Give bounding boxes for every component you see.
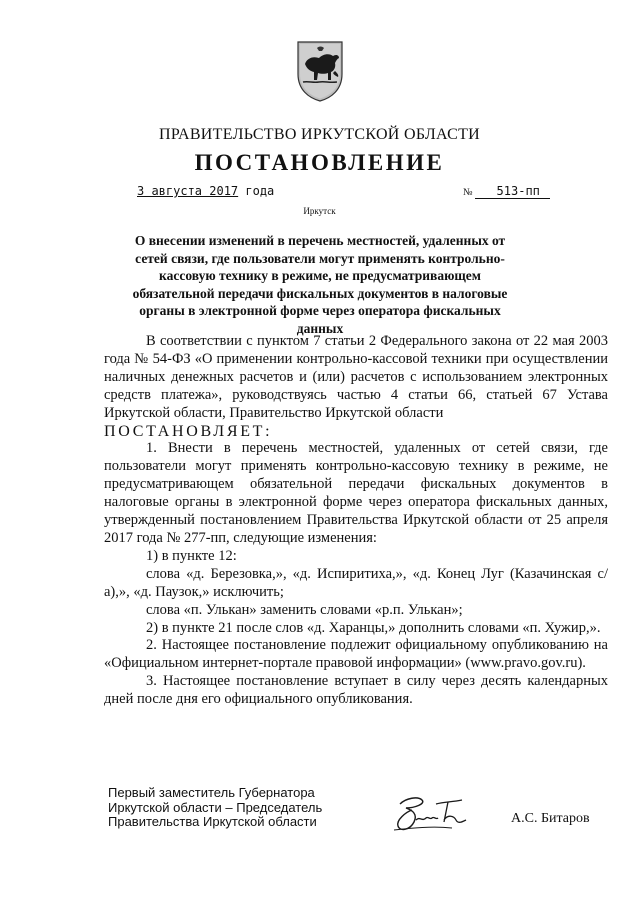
government-name: ПРАВИТЕЛЬСТВО ИРКУТСКОЙ ОБЛАСТИ	[158, 126, 481, 143]
signatory-position-line-3: Правительства Иркутской области	[108, 814, 317, 829]
handwritten-signature	[392, 790, 482, 838]
number-sign: №	[463, 187, 473, 198]
item-1-1-paragraph: 1) в пункте 12:	[146, 547, 237, 564]
item-1-2-paragraph: 2) в пункте 21 после слов «д. Харанцы,» дополнить словами «п. Хужир,».	[146, 619, 601, 636]
signatory-position	[108, 786, 368, 830]
document-date	[137, 184, 274, 198]
document-subject: О внесении изменений в перечень местностей, удаленных от сетей связи, где пользователи могут применять контрольно-кассовую технику в режиме, не предусматривающем обязательной передачи фискальных документов в налоговые органы в электронной форме через оператора фискальных данных	[132, 233, 508, 336]
signatory-position-line-2: Иркутской области – Председатель	[108, 799, 323, 815]
resolves-heading: ПОСТАНОВЛЯЕТ:	[104, 422, 273, 440]
document-number	[463, 184, 550, 199]
item-1-1b-paragraph: слова «п. Улькан» заменить словами «р.п. Улькан»;	[146, 601, 463, 618]
item-2-paragraph: 2. Настоящее постановление подлежит официальному опубликованию на «Официальном интернет-портале правовой информации» (www.pravo.gov.ru).	[104, 637, 608, 672]
signatory-name: А.С. Битаров	[511, 811, 590, 826]
signatory-position-line-1: Первый заместитель Губернатора	[108, 785, 315, 800]
preamble-paragraph: В соответствии с пунктом 7 статьи 2 Федерального закона от 22 мая 2003 года № 54-ФЗ «О применении контрольно-кассовой техники при осуществлении наличных денежных расчетов и (или) расчетов с использованием электронных средств платежа», руководствуясь частью 4 статьи 66, статьей 67 Устава Иркутской области, Правительство Иркутской области	[104, 333, 608, 421]
city-name: Иркутск	[303, 206, 336, 216]
item-1-paragraph: 1. Внести в перечень местностей, удаленных от сетей связи, где пользователи могут применять контрольно-кассовую технику в режиме, не предусматривающем обязательной передачи фискальных документов в налоговые органы в электронной форме через оператора фискальных данных, утвержденный постановлением Правительства Иркутской области от 25 апреля 2017 года № 277-пп, следующие изменения:	[104, 440, 608, 546]
number-value: 513-пп	[475, 184, 550, 199]
date-value: 3 августа 2017	[137, 184, 239, 198]
date-suffix: года	[238, 184, 275, 198]
document-type-title: ПОСТАНОВЛЕНИЕ	[194, 150, 445, 175]
document-body	[104, 333, 608, 709]
item-3-paragraph: 3. Настоящее постановление вступает в силу через десять календарных дней после дня его официального опубликования.	[104, 673, 608, 708]
item-1-1a-paragraph: слова «д. Березовка,», «д. Испиритиха,», «д. Конец Луг (Казачинская с/а),», «д. Паузок,» исключить;	[104, 565, 608, 600]
coat-of-arms-icon	[295, 40, 345, 102]
